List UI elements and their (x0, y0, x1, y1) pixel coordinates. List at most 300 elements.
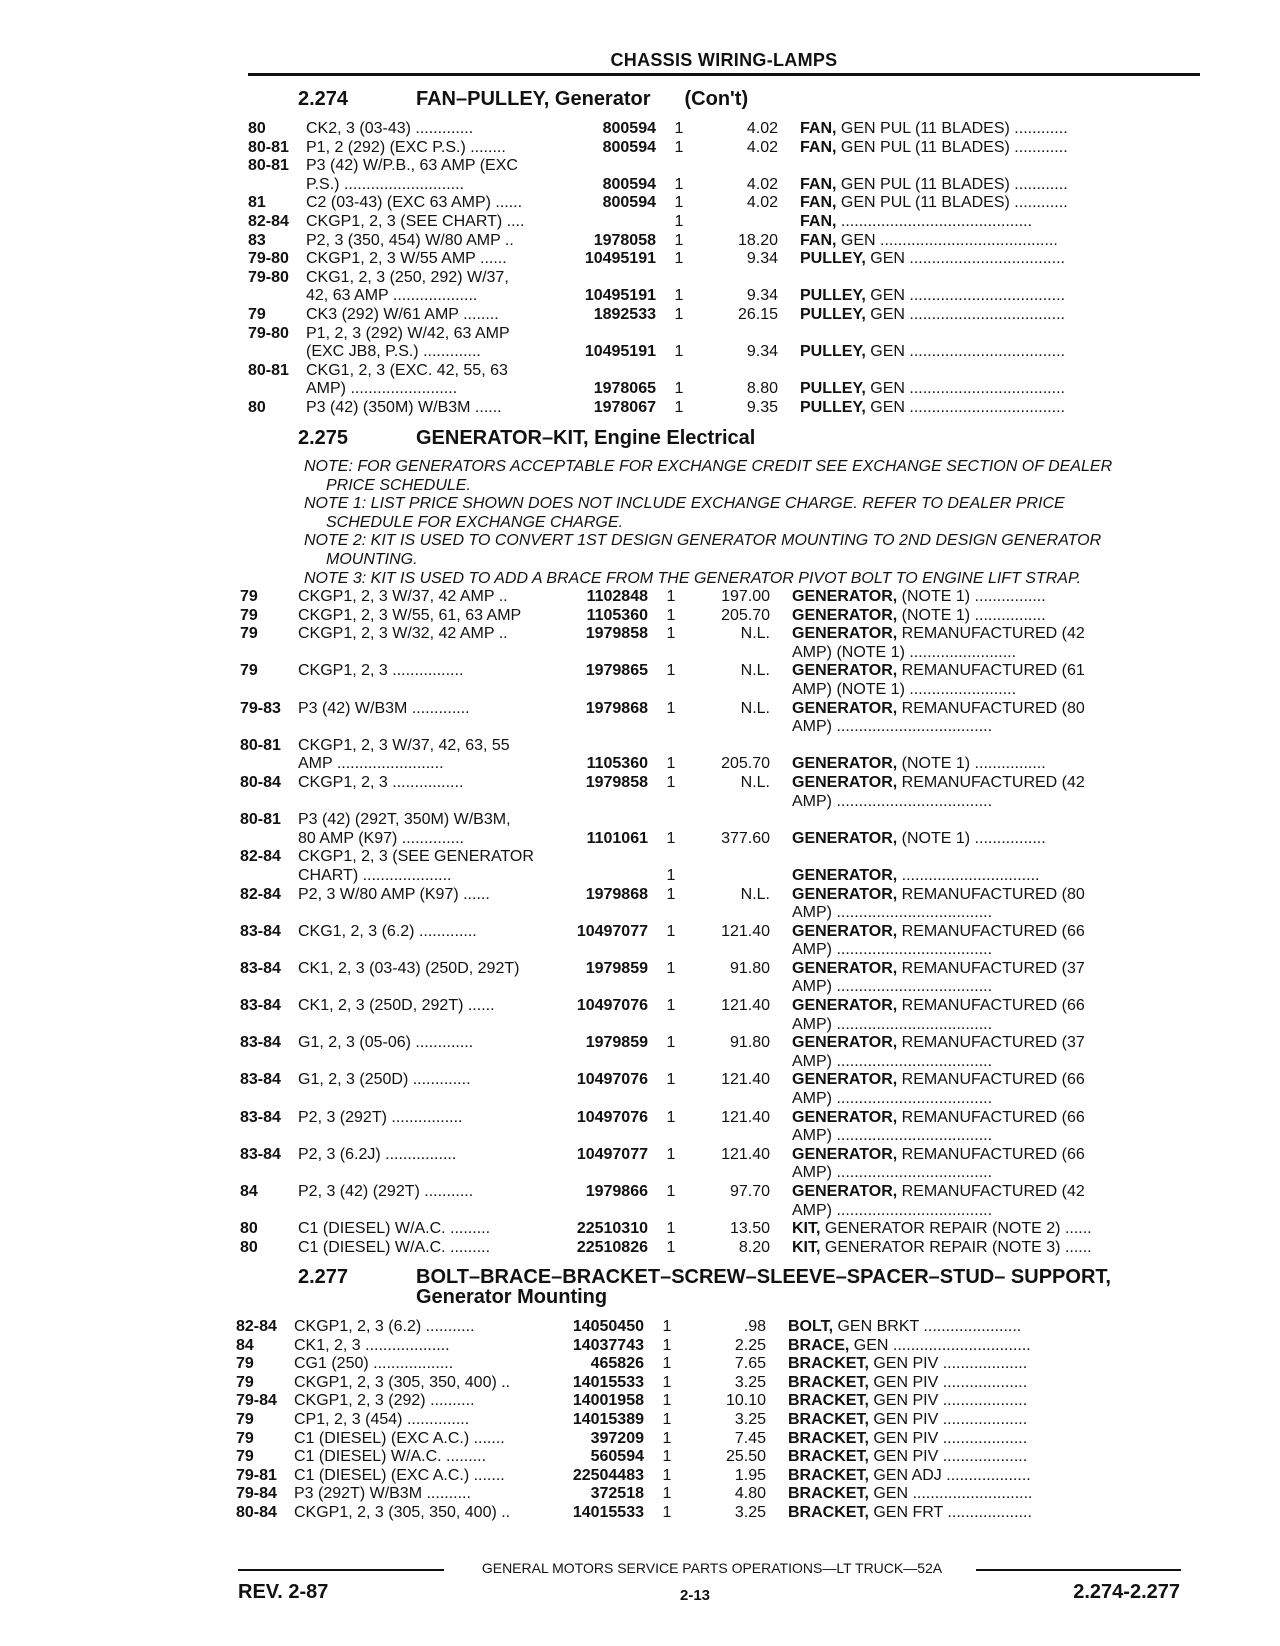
description-cell (788, 1337, 1198, 1356)
description-text: REMANUFACTURED (80 (901, 699, 1085, 717)
description-text: AMP) ................................... (792, 941, 993, 959)
description-cell (792, 1164, 1202, 1183)
year-cell: 79-84 (236, 1485, 277, 1503)
note-line: NOTE 3: KIT IS USED TO ADD A BRACE FROM THE GENERATOR PIVOT BOLT TO ENGINE LIFT STRAP. (304, 569, 1082, 587)
model-cell: CKGP1, 2, 3 W/37, 42 AMP .. (298, 588, 508, 605)
part-number-cell: 1978067 (593, 398, 656, 416)
description-keyword: KIT, (792, 1238, 821, 1256)
part-number-cell: 397209 (590, 1429, 644, 1447)
model-cell: C2 (03-43) (EXC 63 AMP) ...... (306, 194, 523, 212)
model-cell: CK2, 3 (03-43) ............. (306, 120, 474, 137)
model-cell: CK1, 2, 3 (03-43) (250D, 292T) (298, 959, 520, 977)
quantity-cell: 1 (662, 1466, 672, 1484)
description-keyword: GENERATOR, (792, 625, 898, 643)
description-cell (792, 1127, 1202, 1146)
description-cell (788, 1504, 1198, 1523)
quantity-cell: 1 (674, 287, 684, 305)
part-number-cell: 14015389 (572, 1410, 644, 1428)
description-cell (800, 380, 1210, 399)
model-cell: P2, 3 (292T) ................ (298, 1108, 463, 1126)
part-number-cell: 22510826 (576, 1238, 648, 1256)
part-number-cell: 14050450 (572, 1318, 644, 1335)
model-cell: G1, 2, 3 (05-06) ............. (298, 1034, 474, 1052)
quantity-cell: 1 (662, 1318, 672, 1335)
description-text: REMANUFACTURED (66 (901, 1071, 1085, 1089)
quantity-cell: 1 (666, 1238, 676, 1256)
description-keyword: GENERATOR, (792, 699, 898, 717)
description-keyword: FAN, (800, 120, 837, 137)
quantity-cell: 1 (674, 175, 684, 193)
note-line: NOTE: FOR GENERATORS ACCEPTABLE FOR EXCHANGE CREDIT SEE EXCHANGE SECTION OF DEALER (304, 458, 1113, 475)
part-number-cell: 10497076 (576, 1108, 648, 1126)
price-cell: 97.70 (729, 1183, 770, 1200)
description-cell (792, 662, 1202, 681)
description-keyword: GENERATOR, (792, 829, 898, 847)
price-cell: 25.50 (725, 1448, 766, 1466)
part-number-cell: 1892533 (593, 305, 656, 323)
year-cell: 82-84 (248, 212, 289, 230)
description-text: GEN ADJ ................... (873, 1466, 1031, 1484)
model-cell: CKGP1, 2, 3 (6.2) ........... (294, 1318, 475, 1335)
description-cell (788, 1392, 1198, 1411)
part-number-cell: 22504483 (572, 1466, 644, 1484)
part-number-cell: 1979868 (585, 699, 648, 717)
part-number-cell: 10495191 (584, 287, 656, 305)
year-cell: 83-84 (240, 922, 281, 940)
part-number-cell: 1105360 (586, 606, 648, 624)
model-cell: (EXC JB8, P.S.) ............. (306, 343, 481, 361)
price-cell: 4.80 (734, 1485, 766, 1503)
description-keyword: PULLEY, (800, 398, 866, 416)
year-cell: 79 (240, 606, 258, 624)
model-cell: CKGP1, 2, 3 (SEE CHART) .... (306, 212, 525, 230)
description-text: GEN BRKT ...................... (837, 1318, 1022, 1335)
year-cell: 82-84 (240, 848, 281, 866)
description-text: GEN PIV ................... (873, 1429, 1028, 1447)
section-number: 2.274 (298, 88, 349, 110)
quantity-cell: 1 (666, 1108, 676, 1126)
quantity-cell: 1 (674, 398, 684, 416)
description-keyword: BRACKET, (788, 1485, 869, 1503)
description-text: GEN PUL (11 BLADES) ............ (840, 175, 1068, 193)
description-cell (788, 1355, 1198, 1374)
description-keyword: BRACKET, (788, 1429, 869, 1447)
section-subtitle: Generator Mounting (416, 1286, 608, 1308)
description-text: AMP) ................................... (792, 1015, 993, 1033)
description-keyword: GENERATOR, (792, 959, 898, 977)
price-cell: 4.02 (746, 138, 778, 156)
description-cell (788, 1374, 1198, 1393)
description-text: GEN PIV ................... (873, 1448, 1028, 1466)
description-cell (788, 1318, 1198, 1337)
price-cell: 9.34 (746, 250, 778, 268)
description-keyword: PULLEY, (800, 343, 866, 361)
price-cell: N.L. (740, 773, 770, 791)
year-cell: 83-84 (240, 959, 281, 977)
description-keyword: BRACKET, (788, 1410, 869, 1428)
year-cell: 80-84 (240, 773, 281, 791)
description-text: (NOTE 1) ................ (901, 755, 1046, 773)
price-cell: 4.02 (746, 175, 778, 193)
model-cell: CKGP1, 2, 3 (SEE GENERATOR (298, 848, 534, 866)
price-cell: 10.10 (725, 1392, 766, 1410)
description-text: AMP) ................................... (792, 1201, 993, 1219)
description-text: ........................................... (840, 212, 1033, 230)
section-number: 2.275 (298, 427, 349, 449)
quantity-cell: 1 (666, 885, 676, 903)
price-cell: 205.70 (721, 755, 770, 773)
description-keyword: BRACKET, (788, 1503, 869, 1521)
year-cell: 79 (240, 588, 258, 605)
description-cell (800, 343, 1210, 362)
description-text: GEN ................................... (870, 250, 1065, 268)
description-keyword: GENERATOR, (792, 1108, 898, 1126)
description-text: AMP) ................................... (792, 718, 993, 736)
description-text: REMANUFACTURED (42 (901, 773, 1085, 791)
description-cell (792, 588, 1202, 607)
quantity-cell: 1 (662, 1448, 672, 1466)
quantity-cell: 1 (662, 1392, 672, 1410)
description-keyword: PULLEY, (800, 305, 866, 323)
description-cell (792, 625, 1202, 644)
model-cell: C1 (DIESEL) (EXC A.C.) ....... (294, 1466, 505, 1484)
year-cell: 79 (240, 662, 258, 680)
note-continuation: PRICE SCHEDULE. (326, 476, 471, 494)
part-number-cell: 1979858 (585, 773, 648, 791)
section-title: BOLT–BRACE–BRACKET–SCREW–SLEEVE–SPACER–STUD– SUPPORT, (416, 1266, 1111, 1288)
description-keyword: PULLEY, (800, 380, 866, 398)
notes-block (304, 458, 1204, 588)
description-text: GEN PUL (11 BLADES) ............ (840, 138, 1068, 156)
price-cell: 121.40 (721, 997, 770, 1015)
description-cell (792, 1016, 1202, 1035)
description-cell (792, 1183, 1202, 1202)
description-text: GEN ............................... (853, 1336, 1031, 1354)
quantity-cell: 1 (666, 606, 676, 624)
model-cell: CP1, 2, 3 (454) .............. (294, 1410, 470, 1428)
description-cell (792, 644, 1202, 663)
year-cell: 82-84 (240, 885, 281, 903)
price-cell: N.L. (740, 625, 770, 643)
description-text: (NOTE 1) ................ (901, 606, 1046, 624)
description-cell (792, 923, 1202, 942)
description-cell (800, 306, 1210, 325)
part-number-cell: 1105360 (586, 755, 648, 773)
year-cell: 81 (248, 194, 266, 212)
part-number-cell: 10497076 (576, 997, 648, 1015)
price-cell: 1.95 (734, 1466, 766, 1484)
description-text: REMANUFACTURED (42 (901, 625, 1085, 643)
quantity-cell: 1 (674, 212, 684, 230)
model-cell: P3 (42) (350M) W/B3M ...... (306, 398, 502, 416)
model-cell: CK1, 2, 3 ................... (294, 1336, 450, 1354)
description-text: REMANUFACTURED (66 (901, 997, 1085, 1015)
description-text: REMANUFACTURED (37 (901, 959, 1085, 977)
price-cell: 121.40 (721, 1145, 770, 1163)
model-cell: C1 (DIESEL) W/A.C. ......... (294, 1448, 487, 1466)
description-cell (792, 718, 1202, 737)
description-cell (792, 830, 1202, 849)
description-keyword: GENERATOR, (792, 922, 898, 940)
model-cell: G1, 2, 3 (250D) ............. (298, 1071, 471, 1089)
description-text: GEN ........................... (873, 1485, 1033, 1503)
model-cell: CK1, 2, 3 (250D, 292T) ...... (298, 997, 495, 1015)
description-cell (792, 997, 1202, 1016)
description-text: REMANUFACTURED (37 (901, 1034, 1085, 1052)
quantity-cell: 1 (666, 755, 676, 773)
part-number-cell: 1979859 (585, 959, 648, 977)
quantity-cell: 1 (666, 829, 676, 847)
description-cell (792, 1071, 1202, 1090)
description-keyword: FAN, (800, 231, 837, 249)
quantity-cell: 1 (666, 959, 676, 977)
description-text: GEN ................................... (870, 398, 1065, 416)
quantity-cell: 1 (666, 1145, 676, 1163)
model-cell: CKG1, 2, 3 (6.2) ............. (298, 922, 477, 940)
description-cell (792, 1053, 1202, 1072)
note-continuation: SCHEDULE FOR EXCHANGE CHARGE. (326, 513, 623, 531)
description-text: GEN PIV ................... (873, 1373, 1028, 1391)
part-number-cell: 10497077 (576, 1145, 648, 1163)
description-text: GEN PUL (11 BLADES) ............ (840, 120, 1068, 137)
description-keyword: FAN, (800, 194, 837, 212)
price-cell: 3.25 (734, 1410, 766, 1428)
model-cell: C1 (DIESEL) (EXC A.C.) ....... (294, 1429, 505, 1447)
description-cell (788, 1411, 1198, 1430)
description-cell (788, 1448, 1198, 1467)
description-cell (788, 1430, 1198, 1449)
part-number-cell: 1979868 (585, 885, 648, 903)
description-keyword: BRACKET, (788, 1466, 869, 1484)
year-cell: 80-81 (240, 736, 281, 754)
description-cell (792, 1109, 1202, 1128)
model-cell: 80 AMP (K97) .............. (298, 829, 464, 847)
part-number-cell: 10497077 (576, 922, 648, 940)
footer-rule-right (976, 1569, 1181, 1571)
year-cell: 80 (248, 398, 266, 416)
description-cell (800, 213, 1210, 232)
description-cell (792, 1034, 1202, 1053)
description-cell (792, 681, 1202, 700)
description-cell (800, 194, 1210, 213)
description-keyword: BRACKET, (788, 1392, 869, 1410)
quantity-cell: 1 (662, 1373, 672, 1391)
model-cell: CG1 (250) .................. (294, 1355, 454, 1373)
note-line: NOTE 1: LIST PRICE SHOWN DOES NOT INCLUDE EXCHANGE CHARGE. REFER TO DEALER PRICE (304, 495, 1065, 513)
year-cell: 80 (248, 120, 266, 137)
description-keyword: KIT, (792, 1220, 821, 1238)
note-line: NOTE 2: KIT IS USED TO CONVERT 1ST DESIGN GENERATOR MOUNTING TO 2ND DESIGN GENERATOR (304, 532, 1102, 550)
quantity-cell: 1 (666, 625, 676, 643)
year-cell: 79 (236, 1373, 254, 1391)
quantity-cell: 1 (666, 922, 676, 940)
section-continued: (Con't) (684, 88, 749, 110)
description-cell (792, 1146, 1202, 1165)
description-keyword: BRACKET, (788, 1448, 869, 1466)
page-header: CHASSIS WIRING-LAMPS (610, 50, 838, 70)
year-cell: 84 (236, 1336, 254, 1354)
quantity-cell: 1 (666, 1034, 676, 1052)
year-cell: 80 (240, 1238, 258, 1256)
description-keyword: GENERATOR, (792, 1071, 898, 1089)
description-keyword: PULLEY, (800, 287, 866, 305)
quantity-cell: 1 (666, 588, 676, 605)
price-cell: 13.50 (729, 1220, 770, 1238)
description-keyword: BRACKET, (788, 1355, 869, 1373)
description-cell (788, 1485, 1198, 1504)
part-number-cell: 1978058 (593, 231, 656, 249)
description-cell (792, 793, 1202, 812)
section-heading-2277 (298, 1266, 1111, 1309)
description-keyword: GENERATOR, (792, 1183, 898, 1200)
description-cell (788, 1467, 1198, 1486)
description-keyword: FAN, (800, 175, 837, 193)
quantity-cell: 1 (662, 1355, 672, 1373)
year-cell: 79-80 (248, 250, 289, 268)
description-cell (800, 139, 1210, 158)
quantity-cell: 1 (674, 305, 684, 323)
description-cell (792, 886, 1202, 905)
part-number-cell: 22510310 (576, 1220, 648, 1238)
description-text: GEN PIV ................... (873, 1392, 1028, 1410)
quantity-cell: 1 (666, 997, 676, 1015)
description-text: REMANUFACTURED (61 (901, 662, 1085, 680)
year-cell: 79 (236, 1448, 254, 1466)
description-cell (800, 250, 1210, 269)
model-cell: CKGP1, 2, 3 W/32, 42 AMP .. (298, 625, 508, 643)
description-text: GENERATOR REPAIR (NOTE 3) ...... (824, 1238, 1092, 1256)
model-cell: P2, 3 W/80 AMP (K97) ...... (298, 885, 490, 903)
model-cell: P3 (42) (292T, 350M) W/B3M, (298, 811, 511, 829)
model-cell: CK3 (292) W/61 AMP ........ (306, 305, 499, 323)
model-cell: P1, 2, 3 (292) W/42, 63 AMP (306, 324, 510, 342)
description-text: AMP) ................................... (792, 1052, 993, 1070)
description-text: GEN ................................... (870, 305, 1065, 323)
year-cell: 83-84 (240, 1145, 281, 1163)
year-cell: 80-84 (236, 1503, 277, 1521)
description-keyword: FAN, (800, 212, 837, 230)
description-text: AMP) ................................... (792, 1090, 993, 1108)
price-cell: 9.34 (746, 343, 778, 361)
description-text: GEN ................................... (870, 343, 1065, 361)
price-cell: N.L. (740, 699, 770, 717)
model-cell: CKGP1, 2, 3 W/37, 42, 63, 55 (298, 736, 510, 754)
model-cell: CKGP1, 2, 3 (305, 350, 400) .. (294, 1503, 511, 1521)
price-cell: 3.25 (734, 1503, 766, 1521)
part-number-cell: 465826 (590, 1355, 644, 1373)
year-cell: 79 (236, 1410, 254, 1428)
quantity-cell: 1 (674, 250, 684, 268)
quantity-cell: 1 (666, 662, 676, 680)
quantity-cell: 1 (674, 380, 684, 398)
part-number-cell: 14015533 (572, 1503, 644, 1521)
price-cell: 4.02 (746, 194, 778, 212)
description-cell (800, 176, 1210, 195)
description-keyword: BRACKET, (788, 1373, 869, 1391)
description-cell (800, 287, 1210, 306)
year-cell: 79-80 (248, 324, 289, 342)
year-cell: 79-84 (236, 1392, 277, 1410)
description-keyword: FAN, (800, 138, 837, 156)
description-cell (792, 1202, 1202, 1221)
quantity-cell: 1 (662, 1485, 672, 1503)
price-cell: 2.25 (734, 1336, 766, 1354)
part-number-cell: 800594 (602, 120, 656, 137)
quantity-cell: 1 (662, 1410, 672, 1428)
description-cell (792, 1220, 1202, 1239)
description-text: AMP) ................................... (792, 1164, 993, 1182)
description-text: AMP) ................................... (792, 1127, 993, 1145)
description-keyword: GENERATOR, (792, 773, 898, 791)
description-keyword: GENERATOR, (792, 755, 898, 773)
part-number-cell: 1979858 (585, 625, 648, 643)
year-cell: 80-81 (248, 361, 289, 379)
price-cell: 377.60 (721, 829, 770, 847)
description-text: REMANUFACTURED (80 (901, 885, 1085, 903)
quantity-cell: 1 (674, 231, 684, 249)
model-cell: P.S.) ........................... (306, 175, 464, 193)
model-cell: C1 (DIESEL) W/A.C. ......... (298, 1238, 491, 1256)
description-cell (792, 904, 1202, 923)
model-cell: CKGP1, 2, 3 W/55, 61, 63 AMP (298, 606, 522, 624)
description-cell (792, 867, 1202, 886)
model-cell: CHART) .................... (298, 866, 452, 884)
footer-publisher: GENERAL MOTORS SERVICE PARTS OPERATIONS—LT TRUCK—52A (481, 1560, 943, 1576)
part-number-cell: 1979859 (585, 1034, 648, 1052)
price-cell: N.L. (740, 885, 770, 903)
model-cell: CKG1, 2, 3 (EXC. 42, 55, 63 (306, 361, 508, 379)
section-title: GENERATOR–KIT, Engine Electrical (416, 427, 756, 449)
price-cell: 8.20 (738, 1238, 770, 1256)
part-number-cell: 800594 (602, 175, 656, 193)
model-cell: AMP) ........................ (306, 380, 458, 398)
description-keyword: BOLT, (788, 1318, 834, 1335)
model-cell: P3 (42) W/B3M ............. (298, 699, 470, 717)
price-cell: 9.35 (746, 398, 778, 416)
year-cell: 80 (240, 1220, 258, 1238)
price-cell: 121.40 (721, 1071, 770, 1089)
description-text: GEN ........................................ (840, 231, 1058, 249)
description-cell (792, 607, 1202, 626)
quantity-cell: 1 (666, 1220, 676, 1238)
description-cell (792, 978, 1202, 997)
section-heading-2274 (298, 88, 748, 111)
year-cell: 80-81 (248, 138, 289, 156)
description-keyword: GENERATOR, (792, 997, 898, 1015)
price-cell: 3.25 (734, 1373, 766, 1391)
description-text: AMP) ................................... (792, 792, 993, 810)
quantity-cell: 1 (674, 138, 684, 156)
footer-rule-left (238, 1569, 444, 1571)
page-number: 2-13 (680, 1587, 711, 1604)
section-range: 2.274-2.277 (1073, 1581, 1180, 1603)
model-cell: CKGP1, 2, 3 (305, 350, 400) .. (294, 1373, 511, 1391)
description-text: AMP) (NOTE 1) ........................ (792, 643, 1017, 661)
note-continuation: MOUNTING. (326, 550, 418, 568)
price-cell: 197.00 (721, 588, 770, 605)
model-cell: AMP ........................ (298, 755, 444, 773)
quantity-cell: 1 (666, 773, 676, 791)
year-cell: 79-81 (236, 1466, 277, 1484)
description-cell (800, 232, 1210, 251)
section-heading-2275 (298, 427, 755, 450)
part-number-cell: 1979865 (585, 662, 648, 680)
section-number: 2.277 (298, 1266, 349, 1288)
revision-label: REV. 2-87 (238, 1581, 329, 1603)
price-cell: 91.80 (729, 959, 770, 977)
price-cell: N.L. (740, 662, 770, 680)
model-cell: CKGP1, 2, 3 W/55 AMP ...... (306, 250, 507, 268)
